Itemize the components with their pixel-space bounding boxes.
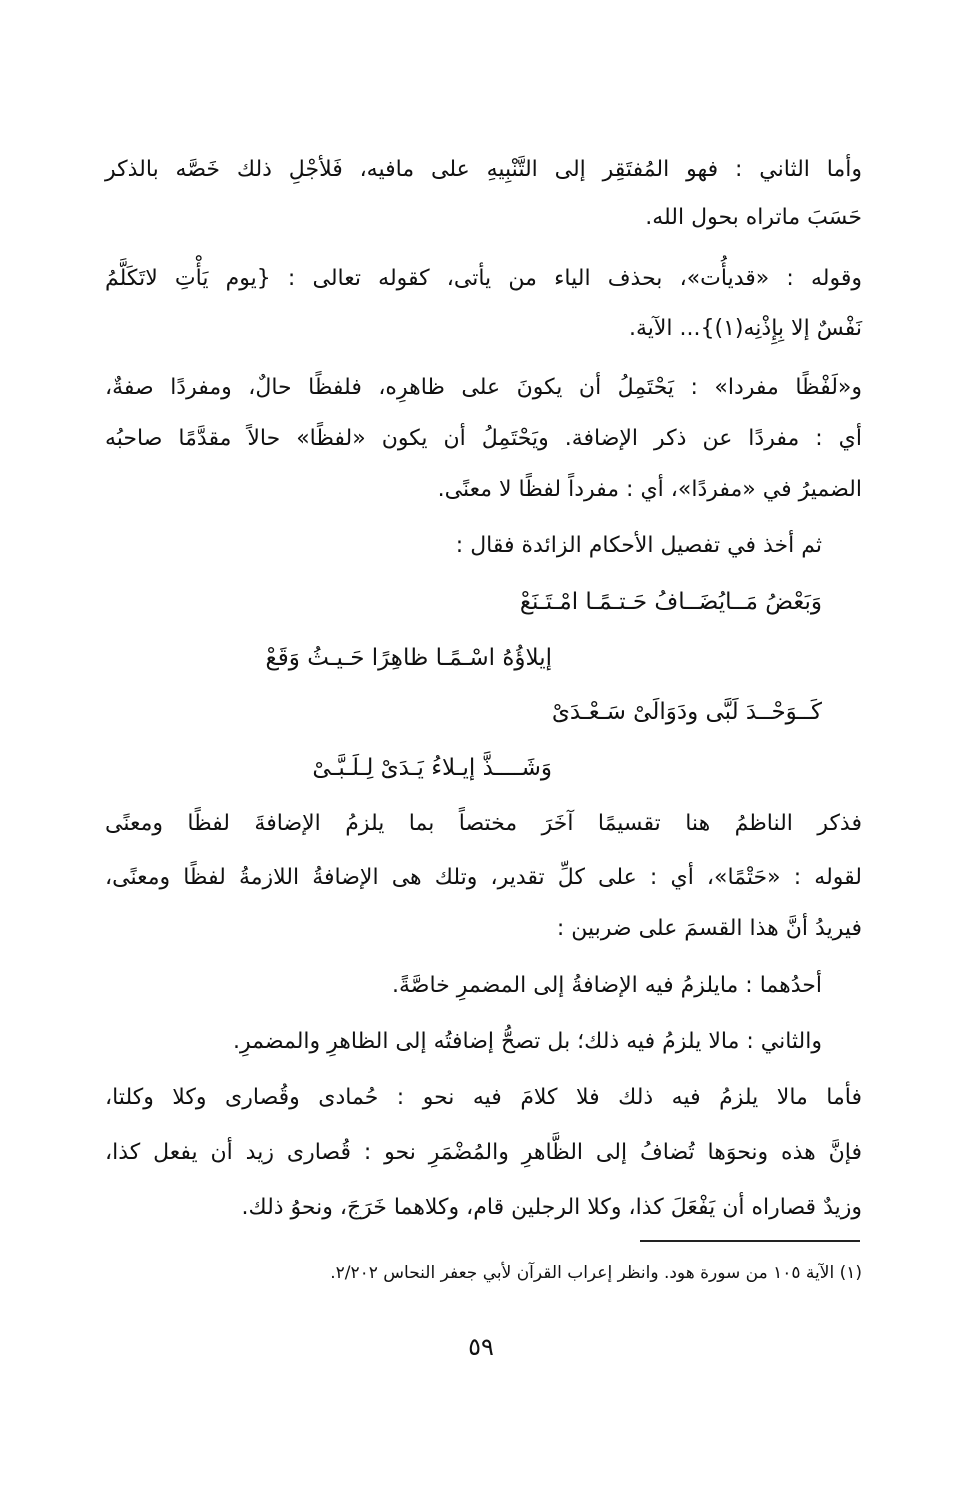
text-line: فيريدُ أنَّ هذا القسمَ على ضربين : [556, 916, 862, 941]
text-line: لقوله : «حَتْمًا»، أي : على كلِّ تقدير، وتلك هى الإضافةُ اللازمةُ لفظًا ومعنًى، [105, 865, 862, 890]
text-line: فإنَّ هذه ونحوَها تُضافُ إلى الظَّاهرِ والمُضْمَرِ نحو : قُصارى زيد أن يفعل كذا، [105, 1140, 862, 1165]
verse-line: وَبَعْضُ مَــايُضَــافُ حَـتـمًـا امْـتَـنَعْ [519, 589, 822, 615]
text-line: ثم أخذ في تفصيل الأحكام الزائدة فقال : [455, 533, 822, 558]
text-line: أي : مفردًا عن ذكر الإضافة. ويَحْتَمِلُ أن يكون «لفظًا» حالاً مقدَّمًا صاحبُه [105, 426, 862, 451]
text-line: حَسَبَ ماتراه بحول الله. [645, 205, 862, 230]
text-line: وزيدٌ قصاراه أن يَفْعَلَ كذا، وكلا الرجلين قام، وكلاهما خَرَجَ، ونحوُ ذلك. [241, 1195, 862, 1220]
text-line: فأما مالا يلزمُ فيه ذلك فلا كلامَ فيه نحو : حُمادى وقُصارى وكلا وكلتا، [105, 1085, 862, 1110]
text-line: و«لَفْظًا مفردا» : يَحْتَمِلُ أن يكونَ على ظاهرِه، فلفظًا حالٌ، ومفردًا صفةٌ، [105, 375, 862, 400]
text-line: الضميرُ في «مفردًا»، أي : مفرداً لفظًا لا معنًى. [437, 477, 862, 502]
text-line: وقوله : «قديأُت»، بحذف الياء من يأتى، كقوله تعالى : {يوم يَأْتِ لاتَكَلَّمُ [105, 266, 862, 291]
verse-line: وَشَــــذَّ إيـلاءُ يَـدَىْ لِـلَـبَّـىْ [312, 755, 552, 781]
footnote: (١) الآية ١٠٥ من سورة هود. وانظر إعراب القرآن لأبي جعفر النحاس ٢/٢٠٢. [330, 1263, 862, 1283]
text-line: والثاني : مالا يلزمُ فيه ذلك؛ بل تصحُّ إضافتُه إلى الظاهرِ والمضمرِ. [233, 1029, 822, 1054]
verse-line: كَــوَحْــدَ لَبَّى ودَوَالَىْ سَـعْـدَىْ [551, 699, 822, 725]
footnote-divider [640, 1240, 860, 1242]
text-line: أحدُهما : مايلزمُ فيه الإضافةُ إلى المضمرِ خاصَّةً. [392, 973, 822, 998]
page-number: ٥٩ [468, 1333, 494, 1361]
text-line: وأما الثاني : فهو المُفتَقِر إلى التَّنْبِيهِ على مافيه، فَلأجْلِ ذلك خَصَّه بالذكر [105, 157, 862, 182]
verse-line: إيلاؤُهُ اسْـمًـا ظاهِرًا حَـيـثُ وَقَعْ [265, 645, 552, 671]
text-line: نَفْسٌ إلا بِإِذْنِه(١)}... الآية. [628, 316, 862, 341]
text-line: فذكر الناظمُ هنا تقسيمًا آخَرَ مختصاً بما يلزمُ الإضافةَ لفظًا ومعنًى [105, 811, 862, 836]
